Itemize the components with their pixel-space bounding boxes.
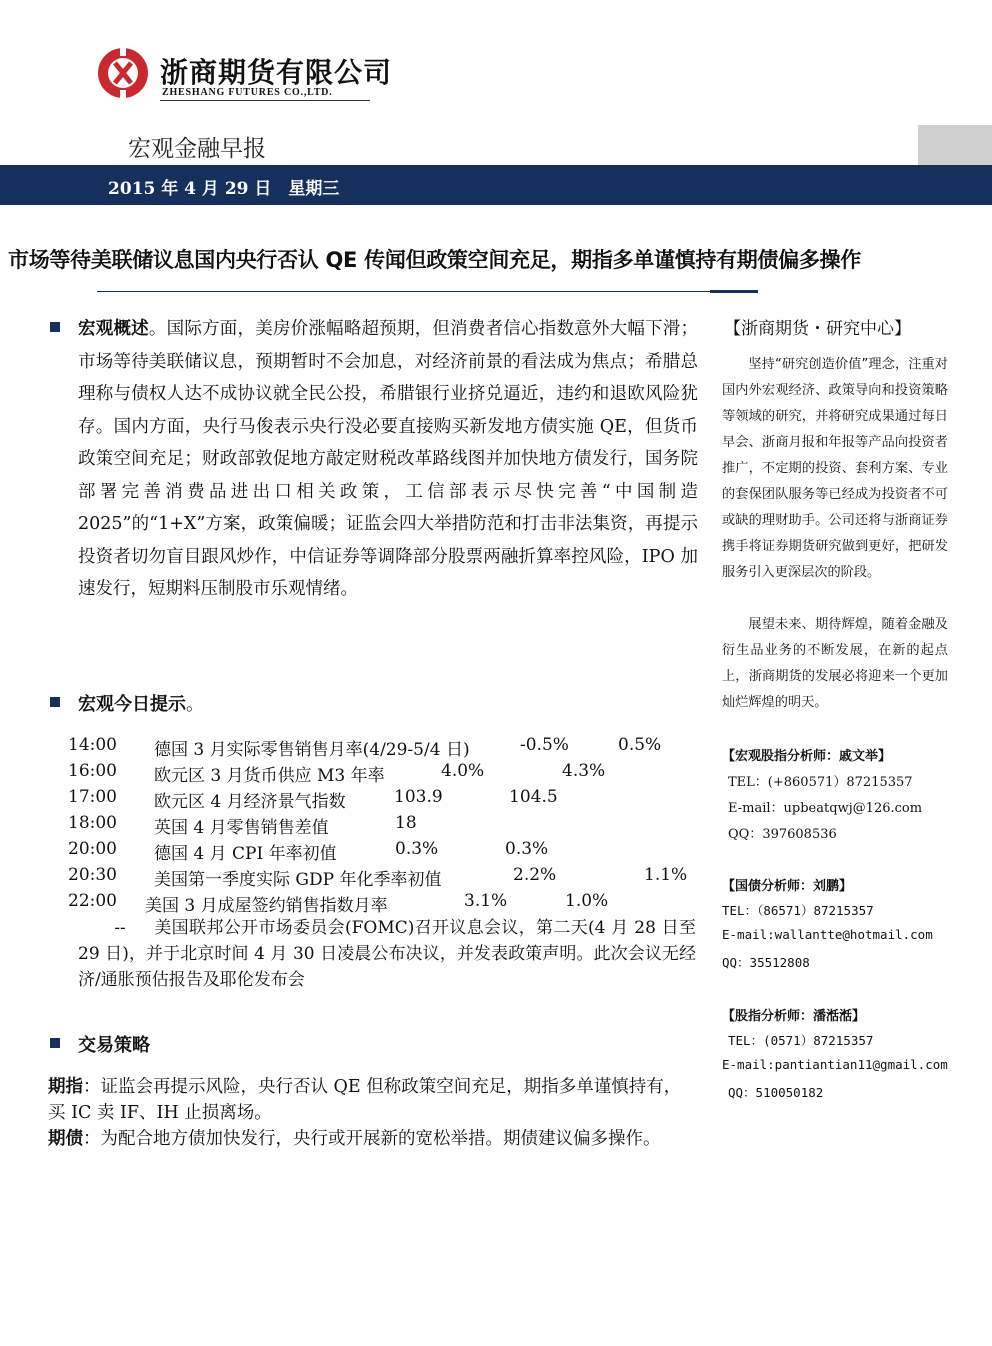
calendar-row [68,839,708,865]
strategy-item-index-futures [48,1074,698,1126]
calendar-forecast: 0.5% [618,735,662,755]
calendar-forecast: 1.1% [644,865,688,885]
analyst-title: 【股指分析师：潘湉湉】 [722,1009,866,1024]
strategy-label: 期指 [48,1077,83,1097]
analyst-card [722,1005,948,1109]
calendar-prev: 103.9 [394,787,443,807]
calendar-prev: 0.3% [395,839,439,859]
analyst-title: 【宏观股指分析师：戚文举】 [722,749,892,764]
fomc-note [78,915,696,993]
strategy-list [48,1074,698,1152]
strategy-label: 期债 [48,1129,83,1149]
calendar-event: 德国 3 月实际零售销售月率(4/29-5/4 日) [154,740,470,760]
fomc-text: 美国联邦公开市场委员会(FOMC)召开议息会议，第二天(4 月 28 日至 29 日)，并于北京时间 4 月 30 日凌晨公布决议，并发表政策声明。此次会议无经济/通胀预估报告及耶伦发布会 [78,918,696,990]
analyst-email: E-mail：upbeatqwj@126.com [728,801,923,816]
analyst-email: E-mail:wallantte@hotmail.com [722,927,933,942]
report-title: 宏观金融早报 [128,136,266,162]
report-date: 2015 年 4 月 29 日 星期三 [108,179,340,199]
overview-label: 宏观概述 [78,319,149,339]
analyst-tel: TEL：（86571）87215357 [722,903,874,918]
calendar-event: 德国 4 月 CPI 年率初值 [154,844,337,864]
strategy-text: ：证监会再提示风险，央行否认 QE 但称政策空间充足，期指多单谨慎持有，买 IC 卖 IF、IH 止损离场。 [48,1077,682,1123]
overview-text: 。国际方面，美房价涨幅略超预期，但消费者信心指数意外大幅下滑；市场等待美联储议息，预期暂时不会加息，对经济前景的看法成为焦点；希腊总理称与债权人达不成协议就全民公投，希腊银行业挤兑逼近，违约和退欧风险犹存。国内方面，央行马俊表示央行没必要直接购买新发地方债实施 QE，但货币政策空间充足；财政部敦促地方敲定财税改革路线图并加快地方债发行，国务院部署完善消费品进出口相关政策，工信部表示尽快完善“中国制造 2025”的“1+X”方案，政策偏暖；证监会四大举措防范和打击非法集资，再提示投资者切勿盲目跟风炒作，中信证券等调降部分股票两融折算率控风险，IPO 加速发行，短期料压制股市乐观情绪。 [78,319,699,599]
analyst-card [722,875,933,979]
analyst-tel: TEL：(0571）87215357 [728,1033,874,1048]
headline-divider [97,291,757,292]
calendar-time: 14:00 [68,735,117,755]
calendar-time: 16:00 [68,761,117,781]
calendar-row [68,813,708,839]
logo-divider [160,100,370,101]
calendar-event: 美国第一季度实际 GDP 年化季率初值 [154,870,442,890]
strategy-item-bond-futures [48,1126,698,1152]
today-title-text: 宏观今日提示 [78,694,186,715]
calendar-row [68,735,708,761]
calendar-forecast: 1.0% [565,891,609,911]
headline: 市场等待美联储议息国内央行否认 QE 传闻但政策空间充足，期指多单谨慎持有期债偏多操作 [8,248,861,272]
company-name-en: ZHESHANG FUTURES CO.,LTD. [162,87,333,98]
today-section-title [78,690,204,716]
calendar-prev: 4.0% [441,761,485,781]
fomc-dash: -- [114,918,126,938]
calendar-event: 欧元区 4 月经济景气指数 [154,792,346,812]
calendar-forecast: 104.5 [509,787,558,807]
calendar-prev: 18 [395,813,417,833]
headline-divider-accent [710,290,758,293]
analyst-title: 【国债分析师：刘鹏】 [722,879,853,894]
calendar-forecast: 0.3% [505,839,549,859]
company-name-cn: 浙商期货有限公司 [160,56,393,89]
calendar-prev: 3.1% [464,891,508,911]
calendar-row [68,891,708,917]
calendar-prev: -0.5% [520,735,569,755]
analyst-qq: QQ：35512808 [722,955,810,970]
calendar-event: 欧元区 3 月货币供应 M3 年率 [154,766,385,786]
strategy-section-title: 交易策略 [78,1035,150,1056]
calendar-time: 20:30 [68,865,117,885]
calendar-row [68,865,708,891]
company-logo [97,47,149,99]
analyst-card [722,745,922,849]
section-bullet-icon [50,322,60,332]
sidebar-intro: 坚持“研究创造价值”理念，注重对国内外宏观经济、政策导向和投资策略等领域的研究，并将研究成果通过每日早会、浙商月报和年报等产品向投资者推广，不定期的投资、套利方案、专业的套保团队服务等已经成为投资者不可或缺的理财助手。公司还将与浙商证券携手将证券期货研究做到更好，把研发服务引入更深层次的阶段。 [722,357,948,580]
strategy-text: ：为配合地方债加快发行，央行或开展新的宽松举措。期债建议偏多操作。 [83,1129,661,1149]
sidebar-outlook: 展望未来、期待辉煌，随着金融及衍生品业务的不断发展，在新的起点上，浙商期货的发展必将迎来一个更加灿烂辉煌的明天。 [722,617,948,710]
section-bullet-icon [50,1038,60,1048]
calendar-forecast: 4.3% [562,761,606,781]
calendar-time: 17:00 [68,787,117,807]
today-title-suffix: 。 [186,694,204,715]
calendar-time: 22:00 [68,891,117,911]
calendar-row [68,761,708,787]
section-bullet-icon [50,697,60,707]
calendar-time: 20:00 [68,839,117,859]
calendar-event: 美国 3 月成屋签约销售指数月率 [145,896,388,916]
calendar-time: 18:00 [68,813,117,833]
calendar-event: 英国 4 月零售销售差值 [154,818,329,838]
analyst-qq: QQ：510050182 [728,1085,824,1100]
macro-overview [78,313,698,606]
header-accent-block [918,125,992,165]
analyst-email: E-mail:pantiantian11@gmail.com [722,1057,948,1072]
analyst-tel: TEL：(+860571）87215357 [728,775,913,790]
calendar-prev: 2.2% [513,865,557,885]
calendar-row [68,787,708,813]
analyst-qq: QQ：397608536 [728,827,837,842]
sidebar-title: 【浙商期货・研究中心】 [724,319,911,339]
